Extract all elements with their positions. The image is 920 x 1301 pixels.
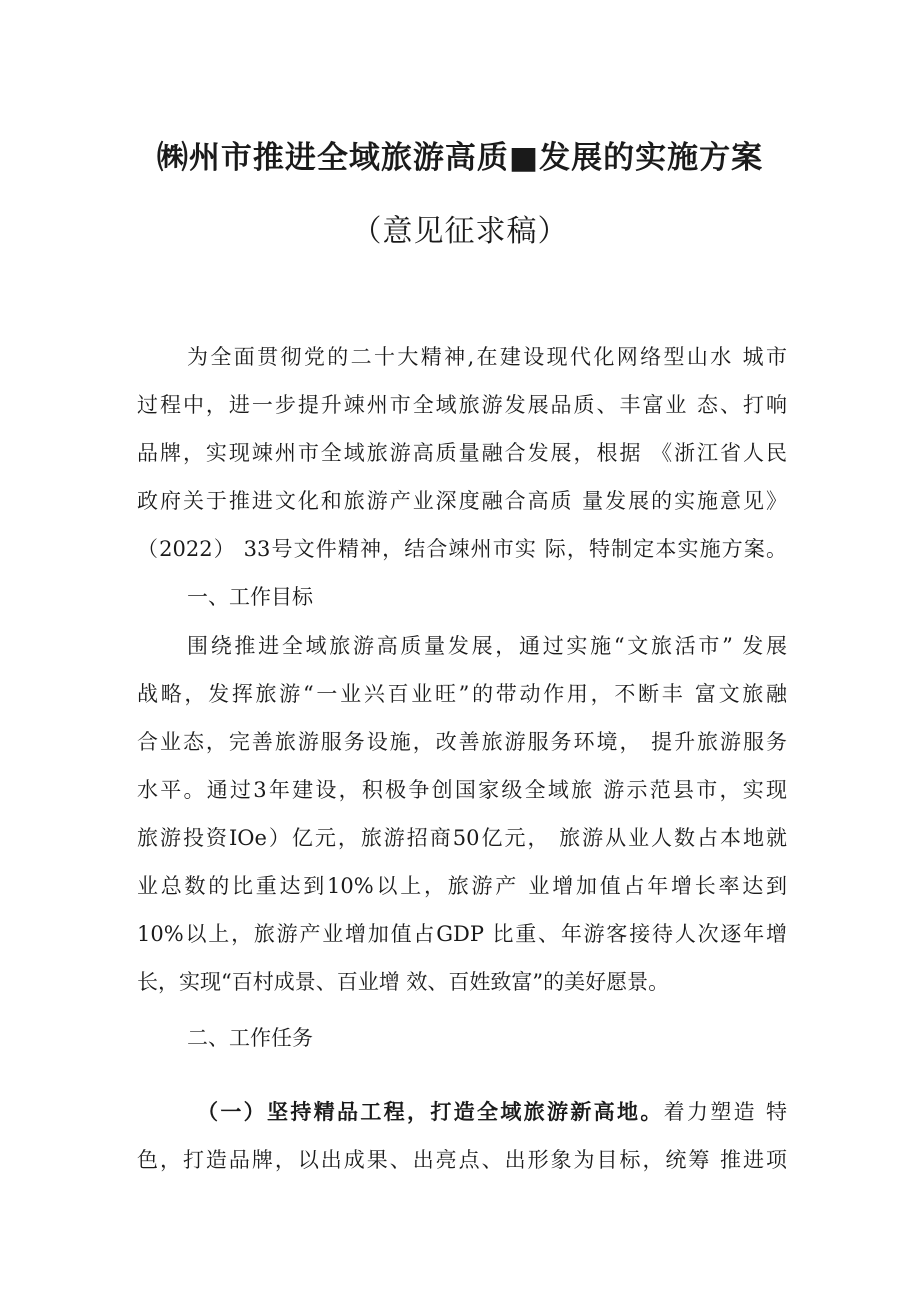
paragraph-line: 水平。通过3年建设，积极争创国家级全域旅 游示范县市，实现 xyxy=(137,778,787,802)
paragraph-line: 品牌，实现竦州市全域旅游高质量融合发展，根据 《浙江省人民 xyxy=(137,441,787,465)
paragraph-line: 为全面贯彻党的二十大精神,在建设现代化网络型山水 城市 xyxy=(187,345,787,369)
paragraph-line: 过程中，进一步提升竦州市全域旅游发展品质、丰富业 态、打响 xyxy=(137,393,787,417)
paragraph-line-subsection xyxy=(197,1097,787,1127)
paragraph-line: 长，实现“百村成景、百业增 效、百姓致富”的美好愿景。 xyxy=(137,970,670,994)
subsection-text: 着力塑造 特 xyxy=(663,1100,787,1124)
paragraph-line: 色，打造品牌，以出成果、出亮点、出形象为目标，统筹 推进项 xyxy=(137,1148,787,1172)
document-title: ㈱州市推进全域旅游高质■发展的实施方案 xyxy=(156,140,764,176)
paragraph-line: 战略，发挥旅游“一业兴百业旺”的带动作用，不断丰 富文旅融 xyxy=(137,682,787,706)
paragraph-line: 围绕推进全域旅游高质量发展，通过实施“文旅活市” 发展 xyxy=(187,634,787,658)
subsection-heading: （一）坚持精品工程，打造全域旅游新高地。 xyxy=(197,1099,664,1124)
section-heading-goals: 一、工作目标 xyxy=(187,585,313,609)
document-subtitle: （意见征求稿） xyxy=(351,214,569,249)
paragraph-line: 旅游投资IOe）亿元，旅游招商50亿元， 旅游从业人数占本地就 xyxy=(137,826,787,850)
paragraph-line: 10%以上，旅游产业增加值占GDP 比重、年游客接待人次逐年增 xyxy=(137,922,787,946)
paragraph-line: （2022） 33号文件精神，结合竦州市实 际，特制定本实施方案。 xyxy=(137,537,787,561)
section-heading-tasks: 二、工作任务 xyxy=(187,1026,313,1050)
paragraph-line: 政府关于推进文化和旅游产业深度融合高质 量发展的实施意见》 xyxy=(137,489,787,513)
paragraph-line: 合业态，完善旅游服务设施，改善旅游服务环境， 提升旅游服务 xyxy=(137,730,787,754)
paragraph-line: 业总数的比重达到10%以上，旅游产 业增加值占年增长率达到 xyxy=(137,874,787,898)
